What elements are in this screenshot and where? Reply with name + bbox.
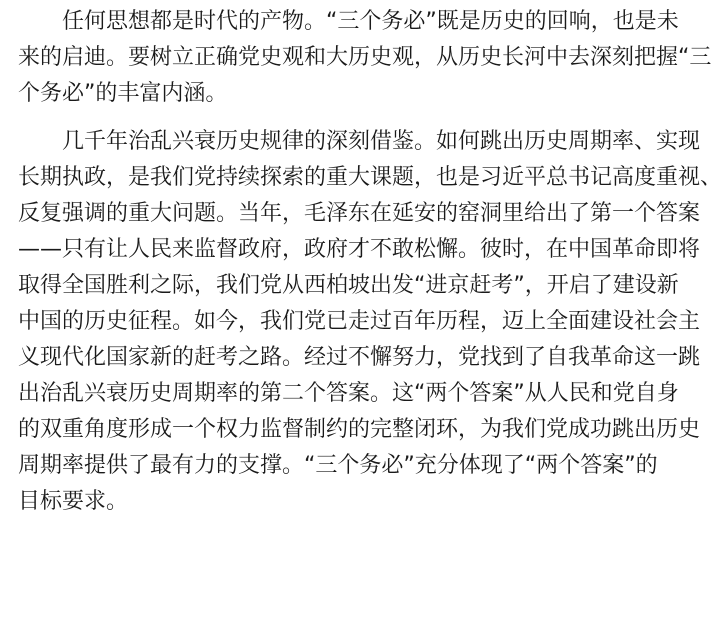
text-line: ——只有让人民来监督政府，政府才不敢松懈。彼时，在中国革命即将 (18, 237, 701, 262)
text-line: 个务必”的丰富内涵。 (18, 81, 228, 106)
text-line: 取得全国胜利之际，我们党从西柏坡出发“进京赶考”，开启了建设新 (18, 273, 679, 298)
text-line: 出治乱兴衰历史周期率的第二个答案。这“两个答案”从人民和党自身 (18, 381, 679, 406)
text-line: 的双重角度形成一个权力监督制约的完整闭环，为我们党成功跳出历史 (18, 417, 701, 442)
text-line: 目标要求。 (18, 489, 129, 514)
text-line: 周期率提供了最有力的支撑。“三个务必”充分体现了“两个答案”的 (18, 453, 658, 478)
text-line: 任何思想都是时代的产物。“三个务必”既是历史的回响，也是未 (62, 9, 679, 34)
text-line: 来的启迪。要树立正确党史观和大历史观，从历史长河中去深刻把握“三 (18, 45, 712, 70)
text-line: 反复强调的重大问题。当年，毛泽东在延安的窑洞里给出了第一个答案 (18, 201, 701, 226)
paragraph-1 (18, 4, 712, 112)
text-line: 长期执政，是我们党持续探索的重大课题，也是习近平总书记高度重视、 (18, 165, 722, 190)
paragraph-2 (18, 124, 722, 520)
text-line: 义现代化国家新的赶考之路。经过不懈努力，党找到了自我革命这一跳 (18, 345, 701, 370)
text-line: 中国的历史征程。如今，我们党已走过百年历程，迈上全面建设社会主 (18, 309, 701, 334)
text-line: 几千年治乱兴衰历史规律的深刻借鉴。如何跳出历史周期率、实现 (62, 129, 701, 154)
